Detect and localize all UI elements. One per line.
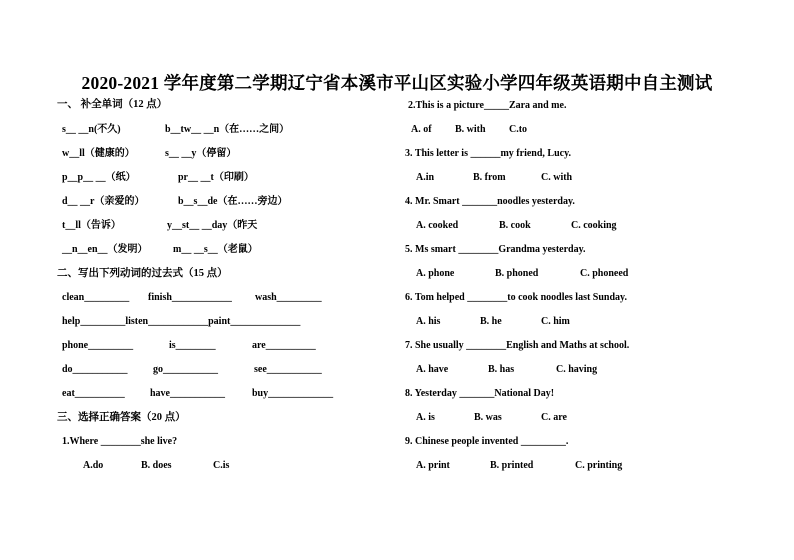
option-c: C. with: [541, 172, 573, 183]
option-a: A.do: [83, 460, 104, 471]
option-b: B. from: [473, 172, 506, 183]
verb-item: see___________: [254, 364, 322, 375]
question-text: 5. Ms smart ________Grandma yesterday.: [405, 244, 586, 255]
question-text: 4. Mr. Smart _______noodles yesterday.: [405, 196, 575, 207]
option-a: A. phone: [416, 268, 455, 279]
word-item: t__ll（告诉）: [62, 220, 121, 231]
option-c: C. are: [541, 412, 567, 423]
verb-item: is________: [169, 340, 216, 351]
option-a: A. cooked: [416, 220, 459, 231]
option-b: B. has: [488, 364, 515, 375]
option-b: B. printed: [490, 460, 534, 471]
verb-item: phone_________: [62, 340, 134, 351]
option-c: C. having: [556, 364, 598, 375]
option-a: A. is: [416, 412, 435, 423]
word-item: y__st__ __day（昨天: [167, 220, 258, 231]
option-a: A. print: [416, 460, 450, 471]
verb-item: buy_____________: [252, 388, 334, 399]
word-item: p__p__ __（纸）: [62, 172, 136, 183]
section-1-heading: 一、 补全单词（12 点）: [57, 99, 168, 110]
page-title: 2020-2021 学年度第二学期辽宁省本溪市平山区实验小学四年级英语期中自主测试: [81, 73, 713, 93]
option-a: A.in: [416, 172, 435, 183]
option-a: A. his: [416, 316, 441, 327]
option-b: B. was: [474, 412, 502, 423]
option-b: B. phoned: [495, 268, 539, 279]
word-item: w__ll（健康的）: [62, 148, 135, 159]
word-item: s__ __y（停留）: [165, 148, 237, 159]
verb-item: go___________: [153, 364, 218, 375]
word-item: s__ __n(不久): [62, 124, 121, 135]
option-b: B. with: [455, 124, 486, 135]
option-c: C. phoneed: [580, 268, 629, 279]
question-text: 8. Yesterday _______National Day!: [405, 388, 555, 399]
word-item: b__s__de（在……旁边）: [178, 196, 288, 207]
option-c: C. printing: [575, 460, 623, 471]
option-c: C.to: [509, 124, 528, 135]
word-item: d__ __r（亲爱的）: [62, 196, 145, 207]
verb-item: eat__________: [62, 388, 125, 399]
section-2-heading: 二、写出下列动词的过去式（15 点）: [57, 268, 228, 279]
verb-item: wash_________: [255, 292, 322, 303]
option-a: A. of: [411, 124, 432, 135]
question-text: 7. She usually ________English and Maths at school.: [405, 340, 630, 351]
verb-item: help_________listen____________paint______________: [62, 316, 301, 327]
question-text: 3. This letter is ______my friend, Lucy.: [405, 148, 572, 159]
question-text: 2.This is a picture_____Zara and me.: [408, 100, 567, 111]
option-a: A. have: [416, 364, 449, 375]
word-item: m__ __s__（老鼠）: [173, 244, 258, 255]
word-item: __n__en__（发明）: [62, 244, 148, 255]
option-b: B. does: [141, 460, 172, 471]
option-c: C.is: [213, 460, 230, 471]
option-b: B. he: [480, 316, 502, 327]
option-c: C. cooking: [571, 220, 617, 231]
verb-item: finish____________: [148, 292, 232, 303]
verb-item: do___________: [62, 364, 128, 375]
verb-item: have___________: [150, 388, 225, 399]
verb-item: are__________: [252, 340, 316, 351]
word-item: pr__ __t（印刷）: [178, 172, 254, 183]
question-text: 9. Chinese people invented _________.: [405, 436, 569, 447]
verb-item: clean_________: [62, 292, 130, 303]
section-3-heading: 三、选择正确答案（20 点）: [57, 412, 186, 423]
word-item: b__tw__ __n（在……之间）: [165, 124, 290, 135]
question-text: 1.Where ________she live?: [62, 436, 178, 447]
option-c: C. him: [541, 316, 570, 327]
option-b: B. cook: [499, 220, 531, 231]
question-text: 6. Tom helped ________to cook noodles last Sunday.: [405, 292, 627, 303]
